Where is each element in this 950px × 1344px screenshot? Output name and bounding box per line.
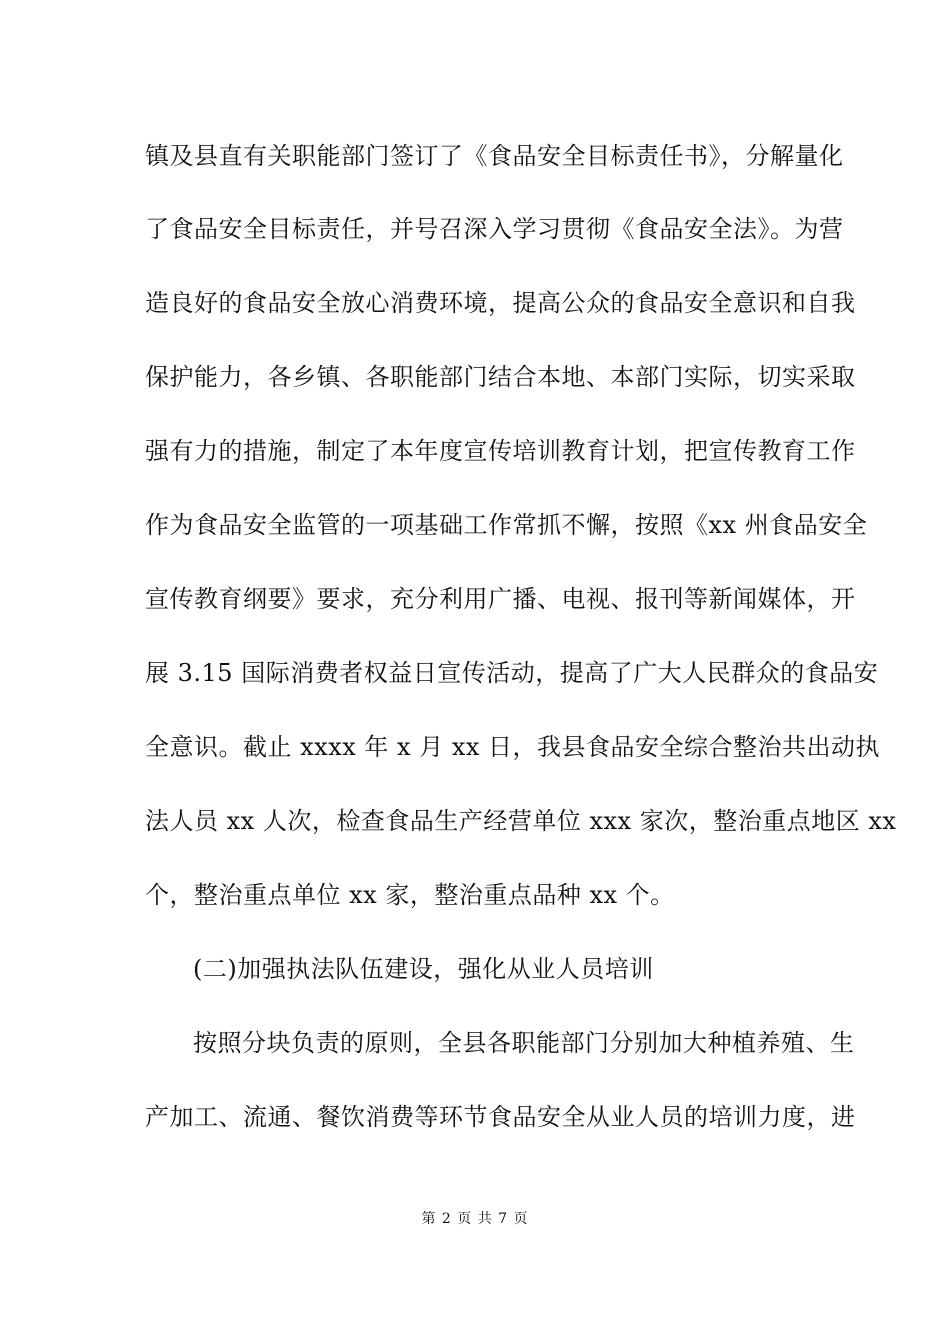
body-text-line: 强有力的措施，制定了本年度宣传培训教育计划，把宣传教育工作 (145, 437, 856, 465)
body-text-line: 个，整治重点单位 xx 家，整治重点品种 xx 个。 (145, 881, 675, 909)
section-heading: (二)加强执法队伍建设，强化从业人员培训 (193, 955, 654, 983)
body-text-line: 法人员 xx 人次，检查食品生产经营单位 xxx 家次，整治重点地区 xx (145, 807, 897, 835)
body-text-line: 产加工、流通、餐饮消费等环节食品安全从业人员的培训力度，进 (145, 1103, 856, 1131)
body-text-line: 造良好的食品安全放心消费环境，提高公众的食品安全意识和自我 (145, 289, 856, 317)
body-text-line: 按照分块负责的原则，全县各职能部门分别加大种植养殖、生 (193, 1029, 855, 1057)
body-text-line: 展 3.15 国际消费者权益日宣传活动，提高了广大人民群众的食品安 (145, 659, 879, 687)
body-text-line: 保护能力，各乡镇、各职能部门结合本地、本部门实际，切实采取 (145, 363, 856, 391)
body-text-line: 宣传教育纲要》要求，充分利用广播、电视、报刊等新闻媒体，开 (145, 585, 856, 613)
body-text-line: 作为食品安全监管的一项基础工作常抓不懈，按照《xx 州食品安全 (145, 511, 868, 539)
body-text-line: 镇及县直有关职能部门签订了《食品安全目标责任书》，分解量化 (145, 142, 844, 170)
page-number-footer: 第 2 页 共 7 页 (421, 1211, 529, 1227)
body-text-line: 了食品安全目标责任，并号召深入学习贯彻《食品安全法》。为营 (145, 215, 844, 243)
body-text-line: 全意识。截止 xxxx 年 x 月 xx 日，我县食品安全综合整治共出动执 (145, 733, 881, 761)
